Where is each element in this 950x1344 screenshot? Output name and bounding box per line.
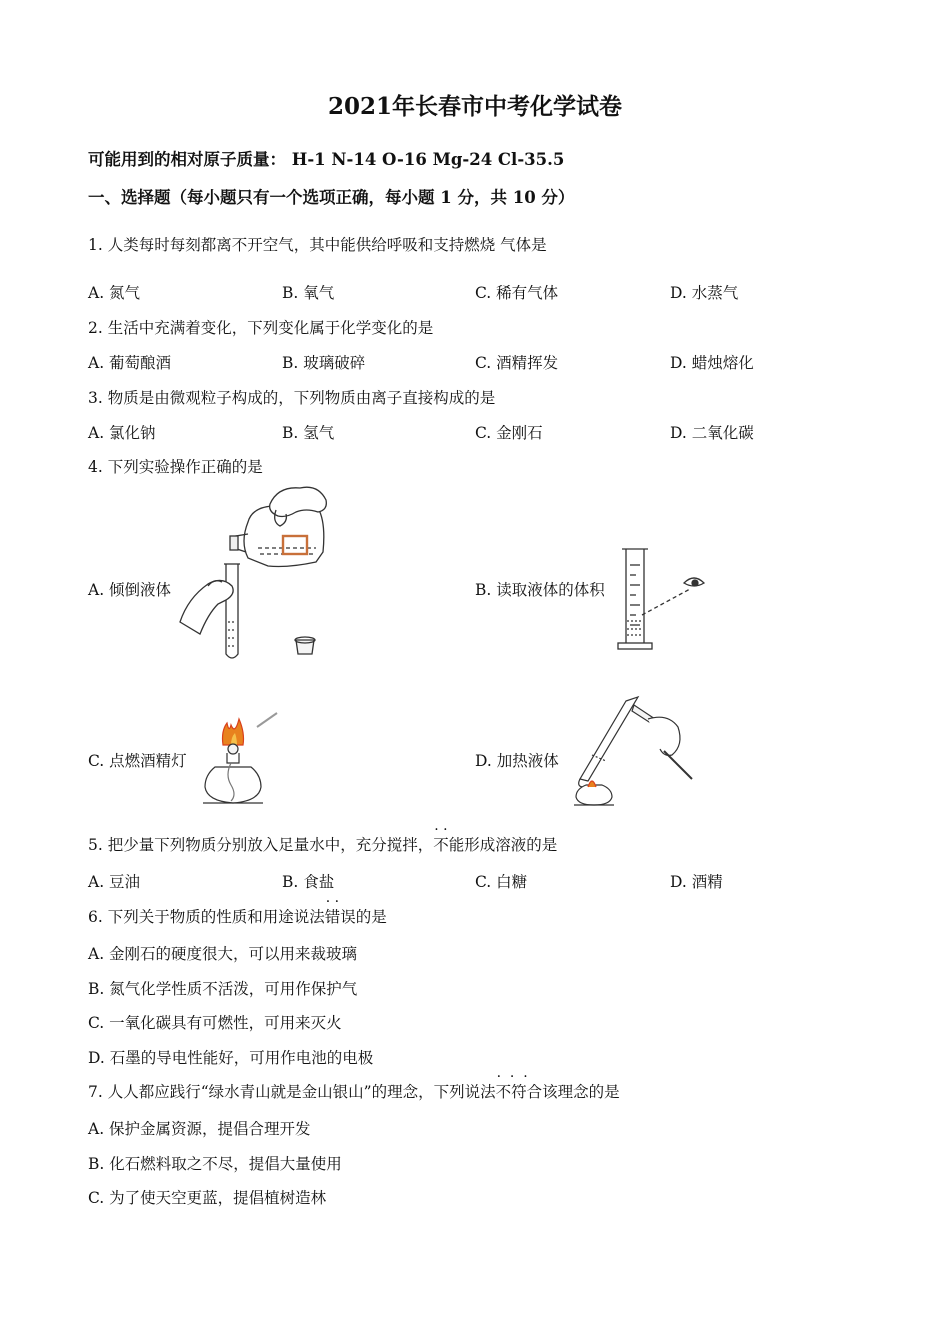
question-7-stem xyxy=(88,1080,620,1102)
question-5-stem-pre: 5. 把少量下列物质分别放入足量水中，充分搅拌， xyxy=(88,836,434,854)
question-7-option-a: A. 保护金属资源，提倡合理开发 xyxy=(88,1120,311,1138)
question-7-option-c: C. 为了使天空更蓝，提倡植树造林 xyxy=(88,1189,327,1207)
question-6-stem-post: 的是 xyxy=(355,908,387,926)
question-3-option-c: C. 金刚石 xyxy=(475,424,543,442)
question-6-option-b: B. 氮气化学性质不活泼，可用作保护气 xyxy=(88,980,358,998)
question-2-stem: 2. 生活中充满着变化，下列变化属于化学变化的是 xyxy=(88,319,434,337)
question-1-stem: 1. 人类每时每刻都离不开空气，其中能供给呼吸和支持燃烧 气体是 xyxy=(88,236,547,254)
question-5-option-b: B. 食盐 xyxy=(282,873,335,891)
question-7-option-b: B. 化石燃料取之不尽，提倡大量使用 xyxy=(88,1155,342,1173)
question-4-option-b: B. 读取液体的体积 xyxy=(475,581,605,599)
section-heading: 一、选择题（每小题只有一个选项正确，每小题 1 分，共 10 分） xyxy=(88,188,575,207)
question-2-option-b: B. 玻璃破碎 xyxy=(282,354,366,372)
question-3-option-a: A. 氯化钠 xyxy=(88,424,156,442)
question-5-option-a: A. 豆油 xyxy=(88,873,141,891)
question-5-option-c: C. 白糖 xyxy=(475,873,528,891)
atomic-mass-line: 可能用到的相对原子质量： H-1 N-14 O-16 Mg-24 Cl-35.5 xyxy=(88,150,565,169)
question-1-option-b: B. 氧气 xyxy=(282,284,335,302)
question-6-stem-pre: 6. 下列关于物质的性质和用途说法 xyxy=(88,908,325,926)
question-6-option-a: A. 金刚石的硬度很大，可以用来裁玻璃 xyxy=(88,945,358,963)
question-4-option-d: D. 加热液体 xyxy=(475,752,559,770)
question-5-stem-emphasis: 不能 · · xyxy=(433,836,464,854)
reading-volume-illustration xyxy=(612,545,712,655)
question-3-stem: 3. 物质是由微观粒子构成的，下列物质由离子直接构成的是 xyxy=(88,389,496,407)
question-6-option-c: C. 一氧化碳具有可燃性，可用来灭火 xyxy=(88,1014,342,1032)
question-4-option-c: C. 点燃酒精灯 xyxy=(88,752,187,770)
question-7-stem-emphasis: 不符合 · · · xyxy=(496,1083,543,1101)
question-5-stem xyxy=(88,833,557,855)
question-5-stem-post: 形成溶液的是 xyxy=(464,836,558,854)
question-3-option-b: B. 氢气 xyxy=(282,424,335,442)
question-4-option-a: A. 倾倒液体 xyxy=(88,581,172,599)
heating-liquid-illustration xyxy=(568,695,693,810)
question-4-stem: 4. 下列实验操作正确的是 xyxy=(88,458,263,476)
page-title: 2021年长春市中考化学试卷 xyxy=(327,93,622,120)
question-6-stem-emphasis: 错误 · · xyxy=(325,908,356,926)
question-2-option-d: D. 蜡烛熔化 xyxy=(670,354,754,372)
question-2-option-a: A. 葡萄酿酒 xyxy=(88,354,172,372)
question-6-stem xyxy=(88,905,387,927)
question-1-option-a: A. 氮气 xyxy=(88,284,141,302)
question-2-option-c: C. 酒精挥发 xyxy=(475,354,559,372)
question-1-option-d: D. 水蒸气 xyxy=(670,284,739,302)
question-6-option-d: D. 石墨的导电性能好，可用作电池的电极 xyxy=(88,1049,374,1067)
question-5-option-d: D. 酒精 xyxy=(670,873,723,891)
question-7-stem-pre: 7. 人人都应践行“绿水青山就是金山银山”的理念，下列说法 xyxy=(88,1083,496,1101)
question-3-option-d: D. 二氧化碳 xyxy=(670,424,754,442)
question-7-stem-post: 该理念的是 xyxy=(542,1083,620,1101)
question-1-option-c: C. 稀有气体 xyxy=(475,284,559,302)
lighting-alcohol-lamp-illustration xyxy=(195,705,285,810)
pouring-liquid-illustration xyxy=(178,482,338,662)
